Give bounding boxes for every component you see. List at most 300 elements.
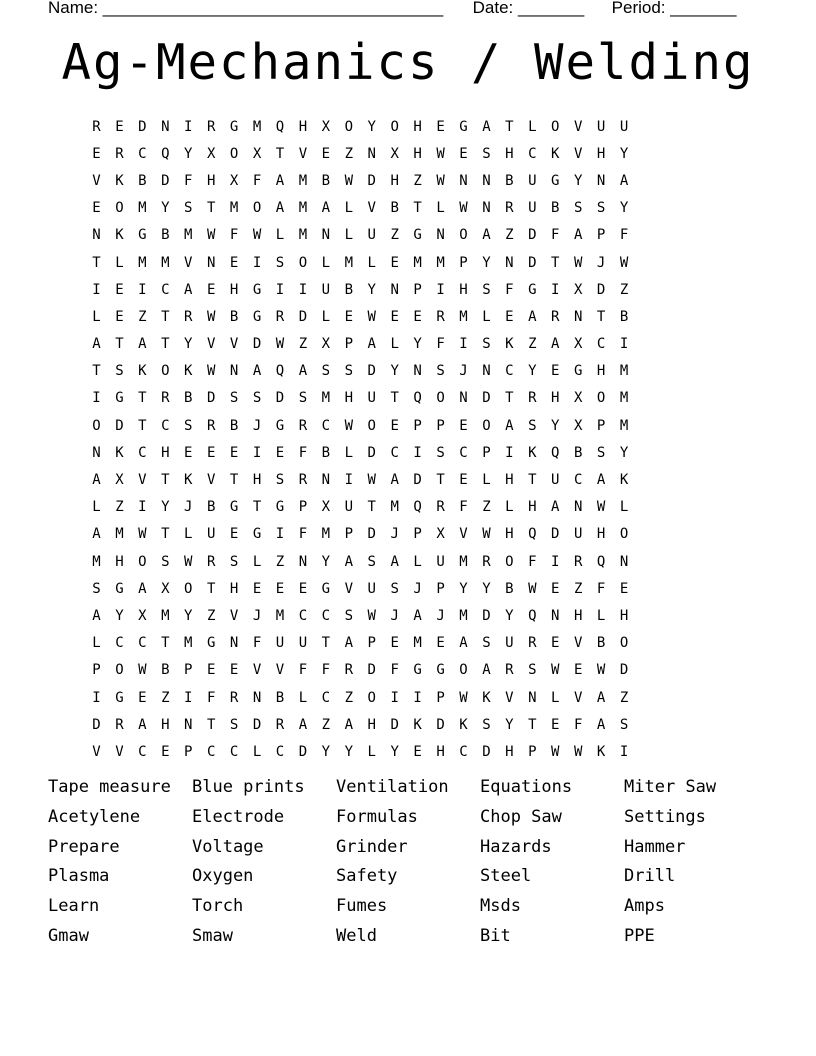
- grid-letter: E: [229, 444, 239, 461]
- grid-letter: T: [505, 390, 514, 407]
- grid-letter: Z: [390, 227, 399, 244]
- word-list-item: Electrode: [192, 806, 285, 827]
- grid-letter: L: [115, 254, 124, 271]
- grid-letter: S: [482, 336, 491, 353]
- grid-letter: A: [92, 607, 101, 624]
- grid-letter: U: [436, 553, 445, 570]
- grid-letter: A: [344, 716, 353, 733]
- grid-letter: J: [390, 526, 399, 543]
- grid-row: [85, 575, 636, 602]
- word-list-item: Equations: [480, 777, 573, 797]
- grid-letter: Z: [619, 689, 629, 706]
- grid-letter: D: [482, 743, 491, 760]
- grid-letter: H: [229, 580, 239, 597]
- grid-letter: S: [344, 363, 353, 380]
- grid-letter: D: [252, 716, 262, 733]
- grid-letter: A: [551, 336, 560, 353]
- grid-letter: P: [184, 662, 193, 679]
- grid-letter: K: [184, 363, 193, 380]
- grid-letter: H: [229, 281, 239, 298]
- grid-letter: H: [161, 444, 170, 461]
- grid-letter: N: [321, 472, 331, 489]
- grid-letter: Y: [528, 363, 537, 380]
- grid-letter: M: [138, 254, 147, 271]
- grid-row: [85, 140, 636, 167]
- grid-letter: E: [413, 308, 422, 325]
- grid-letter: O: [184, 580, 193, 597]
- grid-row: [85, 602, 636, 629]
- grid-letter: B: [551, 200, 560, 217]
- grid-letter: Z: [344, 689, 353, 706]
- grid-letter: A: [596, 716, 606, 733]
- grid-letter: U: [275, 635, 285, 652]
- grid-letter: F: [321, 662, 331, 679]
- grid-letter: M: [92, 553, 101, 570]
- grid-letter: X: [573, 417, 583, 434]
- grid-letter: L: [252, 743, 262, 760]
- grid-letter: G: [321, 580, 331, 597]
- word-list-item: Grinder: [336, 836, 408, 857]
- grid-letter: W: [184, 553, 193, 570]
- grid-letter: H: [505, 526, 514, 543]
- grid-letter: L: [92, 308, 101, 325]
- grid-letter: S: [321, 363, 331, 380]
- grid-letter: R: [206, 417, 216, 434]
- grid-letter: C: [459, 444, 468, 461]
- grid-row: [85, 412, 636, 439]
- grid-letter: C: [596, 336, 606, 353]
- grid-letter: C: [115, 635, 124, 652]
- grid-letter: V: [184, 254, 193, 271]
- grid-letter: I: [252, 254, 262, 271]
- grid-letter: S: [528, 662, 537, 679]
- grid-letter: R: [528, 635, 537, 652]
- word-list-item: Hammer: [624, 836, 686, 857]
- grid-letter: W: [367, 607, 376, 624]
- grid-letter: Q: [413, 499, 422, 516]
- grid-letter: S: [482, 635, 491, 652]
- grid-letter: P: [459, 254, 468, 271]
- grid-letter: E: [229, 254, 239, 271]
- word-list-item: Prepare: [48, 836, 120, 857]
- grid-row: [85, 711, 636, 738]
- grid-row: [85, 494, 636, 521]
- grid-letter: N: [206, 254, 216, 271]
- grid-letter: O: [252, 200, 262, 217]
- grid-letter: R: [528, 390, 537, 407]
- grid-letter: P: [436, 689, 445, 706]
- grid-letter: A: [138, 580, 147, 597]
- grid-letter: H: [344, 390, 353, 407]
- grid-letter: C: [229, 743, 239, 760]
- grid-letter: L: [275, 227, 285, 244]
- grid-letter: Y: [344, 743, 353, 760]
- grid-letter: Y: [505, 716, 514, 733]
- grid-letter: U: [367, 390, 376, 407]
- grid-letter: V: [573, 635, 583, 652]
- grid-letter: S: [596, 200, 606, 217]
- grid-letter: M: [298, 200, 308, 217]
- grid-letter: H: [573, 607, 583, 624]
- grid-letter: X: [390, 145, 399, 162]
- grid-letter: M: [298, 172, 308, 189]
- grid-letter: Y: [184, 336, 193, 353]
- grid-letter: L: [413, 553, 422, 570]
- grid-letter: K: [459, 716, 468, 733]
- grid-letter: N: [619, 553, 629, 570]
- grid-letter: N: [596, 172, 606, 189]
- grid-letter: T: [551, 254, 560, 271]
- grid-letter: C: [138, 444, 147, 461]
- word-list-item: Amps: [624, 896, 665, 917]
- grid-letter: E: [551, 363, 560, 380]
- grid-letter: C: [573, 472, 583, 489]
- grid-letter: K: [528, 444, 537, 461]
- grid-letter: I: [184, 118, 193, 135]
- grid-letter: A: [92, 336, 101, 353]
- grid-letter: H: [596, 363, 606, 380]
- grid-letter: L: [344, 444, 353, 461]
- grid-letter: M: [459, 553, 468, 570]
- grid-letter: N: [551, 607, 560, 624]
- grid-letter: V: [206, 472, 216, 489]
- grid-letter: T: [436, 472, 445, 489]
- grid-letter: M: [275, 607, 285, 624]
- grid-letter: Y: [367, 281, 376, 298]
- grid-letter: G: [115, 580, 124, 597]
- grid-row: [85, 439, 636, 466]
- grid-letter: I: [505, 444, 514, 461]
- grid-letter: H: [390, 172, 399, 189]
- grid-letter: U: [367, 580, 376, 597]
- grid-letter: A: [252, 363, 262, 380]
- grid-letter: S: [229, 716, 239, 733]
- grid-letter: A: [344, 635, 353, 652]
- grid-letter: S: [115, 363, 124, 380]
- grid-letter: H: [619, 607, 629, 624]
- grid-letter: I: [413, 689, 422, 706]
- page-title: Ag-Mechanics / Welding: [61, 34, 755, 91]
- word-list-item: Ventilation: [336, 777, 449, 797]
- grid-letter: U: [321, 281, 331, 298]
- grid-letter: C: [138, 145, 147, 162]
- grid-letter: E: [161, 743, 170, 760]
- grid-letter: B: [321, 444, 331, 461]
- word-list-item: PPE: [624, 925, 655, 946]
- grid-letter: S: [275, 254, 285, 271]
- grid-letter: M: [184, 227, 193, 244]
- grid-letter: Z: [619, 281, 629, 298]
- grid-letter: T: [321, 635, 331, 652]
- grid-letter: M: [413, 635, 422, 652]
- grid-letter: Y: [367, 118, 376, 135]
- grid-letter: R: [573, 553, 583, 570]
- grid-letter: Y: [161, 499, 170, 516]
- grid-letter: Z: [138, 308, 147, 325]
- grid-letter: D: [367, 363, 376, 380]
- grid-letter: P: [344, 336, 353, 353]
- grid-letter: E: [573, 662, 583, 679]
- grid-letter: N: [92, 227, 101, 244]
- grid-letter: M: [161, 254, 170, 271]
- grid-letter: G: [206, 635, 216, 652]
- grid-letter: I: [619, 336, 629, 353]
- grid-letter: W: [275, 336, 285, 353]
- grid-letter: B: [321, 172, 331, 189]
- grid-letter: A: [275, 172, 285, 189]
- grid-letter: X: [206, 145, 216, 162]
- grid-letter: T: [413, 200, 422, 217]
- grid-letter: A: [92, 472, 101, 489]
- grid-letter: K: [551, 145, 560, 162]
- grid-letter: D: [275, 390, 285, 407]
- grid-letter: S: [298, 390, 308, 407]
- grid-letter: D: [436, 716, 445, 733]
- grid-letter: L: [321, 254, 331, 271]
- grid-letter: K: [115, 172, 124, 189]
- grid-letter: O: [505, 553, 514, 570]
- grid-letter: V: [115, 743, 124, 760]
- grid-letter: R: [115, 145, 124, 162]
- grid-letter: E: [206, 662, 216, 679]
- grid-letter: H: [528, 499, 537, 516]
- grid-letter: R: [275, 308, 285, 325]
- grid-letter: G: [229, 118, 239, 135]
- grid-letter: Q: [413, 390, 422, 407]
- grid-letter: F: [528, 553, 537, 570]
- grid-letter: C: [161, 417, 170, 434]
- grid-letter: Z: [573, 580, 583, 597]
- grid-letter: F: [206, 689, 216, 706]
- grid-letter: O: [482, 417, 491, 434]
- grid-letter: R: [436, 499, 445, 516]
- grid-letter: S: [184, 200, 193, 217]
- grid-letter: N: [482, 200, 491, 217]
- grid-letter: A: [367, 336, 376, 353]
- grid-letter: R: [298, 417, 308, 434]
- grid-letter: L: [298, 689, 308, 706]
- grid-letter: K: [115, 444, 124, 461]
- grid-letter: C: [321, 689, 331, 706]
- grid-letter: I: [551, 281, 560, 298]
- grid-letter: Y: [115, 607, 124, 624]
- grid-letter: I: [252, 444, 262, 461]
- grid-letter: L: [344, 227, 353, 244]
- grid-row: [85, 657, 636, 684]
- grid-letter: R: [161, 390, 170, 407]
- grid-letter: W: [596, 662, 606, 679]
- grid-letter: E: [459, 145, 468, 162]
- grid-letter: I: [344, 472, 353, 489]
- grid-letter: A: [298, 363, 308, 380]
- grid-letter: Z: [413, 172, 422, 189]
- grid-letter: L: [482, 472, 491, 489]
- grid-letter: X: [573, 336, 583, 353]
- grid-letter: M: [321, 390, 331, 407]
- grid-letter: Z: [161, 689, 170, 706]
- grid-letter: L: [92, 499, 101, 516]
- grid-letter: J: [436, 607, 445, 624]
- grid-letter: I: [298, 281, 308, 298]
- grid-letter: R: [436, 308, 445, 325]
- grid-letter: R: [344, 662, 353, 679]
- grid-letter: Q: [161, 145, 170, 162]
- grid-letter: D: [619, 662, 629, 679]
- grid-letter: W: [206, 227, 216, 244]
- grid-row: [85, 521, 636, 548]
- grid-letter: I: [390, 689, 399, 706]
- grid-letter: Z: [482, 499, 491, 516]
- grid-letter: B: [505, 580, 514, 597]
- header-fields: [48, 0, 788, 20]
- grid-letter: L: [551, 689, 560, 706]
- grid-letter: Q: [528, 526, 537, 543]
- grid-letter: K: [138, 363, 147, 380]
- grid-letter: S: [92, 580, 101, 597]
- grid-letter: N: [161, 118, 170, 135]
- grid-letter: V: [138, 472, 147, 489]
- grid-letter: V: [573, 118, 583, 135]
- grid-letter: G: [252, 526, 262, 543]
- grid-letter: T: [206, 580, 216, 597]
- grid-letter: O: [390, 118, 399, 135]
- grid-letter: Z: [321, 716, 331, 733]
- grid-letter: X: [436, 526, 445, 543]
- grid-letter: A: [138, 336, 147, 353]
- grid-letter: B: [229, 308, 239, 325]
- grid-letter: T: [275, 145, 285, 162]
- grid-letter: O: [459, 662, 468, 679]
- grid-letter: Y: [459, 580, 468, 597]
- grid-letter: I: [275, 526, 285, 543]
- word-list-item: Smaw: [192, 925, 233, 946]
- grid-letter: C: [528, 145, 537, 162]
- grid-letter: B: [206, 499, 216, 516]
- word-list-item: Voltage: [192, 836, 264, 857]
- grid-letter: M: [619, 417, 629, 434]
- grid-letter: E: [229, 526, 239, 543]
- grid-letter: I: [138, 499, 147, 516]
- grid-letter: D: [298, 308, 308, 325]
- grid-letter: N: [367, 145, 376, 162]
- word-list-item: Hazards: [480, 836, 552, 857]
- grid-letter: O: [115, 662, 124, 679]
- grid-letter: F: [551, 227, 560, 244]
- grid-letter: E: [115, 308, 124, 325]
- grid-letter: I: [92, 390, 101, 407]
- grid-letter: Y: [184, 145, 193, 162]
- grid-letter: O: [619, 526, 629, 543]
- grid-letter: W: [436, 145, 445, 162]
- grid-letter: P: [413, 417, 422, 434]
- grid-letter: M: [344, 254, 353, 271]
- grid-letter: U: [619, 118, 629, 135]
- grid-row: [85, 167, 636, 194]
- grid-letter: I: [551, 553, 560, 570]
- grid-letter: V: [92, 743, 101, 760]
- grid-letter: C: [298, 607, 308, 624]
- grid-letter: N: [321, 227, 331, 244]
- word-list-item: Chop Saw: [480, 806, 562, 827]
- grid-letter: B: [390, 200, 399, 217]
- grid-letter: W: [573, 743, 583, 760]
- grid-row: [85, 385, 636, 412]
- grid-letter: H: [161, 716, 170, 733]
- grid-letter: N: [229, 635, 239, 652]
- grid-letter: R: [275, 716, 285, 733]
- grid-letter: S: [367, 553, 376, 570]
- letter-grid: [85, 113, 636, 766]
- grid-letter: E: [413, 743, 422, 760]
- grid-letter: M: [229, 200, 239, 217]
- grid-letter: B: [344, 281, 353, 298]
- grid-letter: A: [275, 200, 285, 217]
- grid-letter: H: [367, 716, 376, 733]
- grid-letter: M: [619, 363, 629, 380]
- grid-letter: F: [436, 336, 445, 353]
- grid-letter: M: [252, 118, 262, 135]
- grid-letter: Y: [184, 607, 193, 624]
- grid-letter: G: [413, 662, 422, 679]
- grid-letter: X: [321, 118, 331, 135]
- grid-row: [85, 249, 636, 276]
- grid-letter: W: [206, 363, 216, 380]
- period-field-label: Period: _______: [611, 0, 737, 17]
- grid-letter: L: [252, 553, 262, 570]
- grid-letter: E: [390, 635, 399, 652]
- grid-letter: X: [573, 281, 583, 298]
- grid-letter: C: [390, 444, 399, 461]
- grid-letter: S: [596, 444, 606, 461]
- grid-letter: U: [298, 635, 308, 652]
- grid-letter: N: [505, 254, 514, 271]
- grid-letter: W: [367, 308, 376, 325]
- grid-letter: A: [551, 499, 560, 516]
- grid-letter: P: [367, 635, 376, 652]
- grid-letter: S: [436, 444, 445, 461]
- word-list-item: Formulas: [336, 806, 418, 827]
- grid-letter: T: [206, 716, 216, 733]
- word-list-item: Settings: [624, 806, 706, 827]
- grid-letter: E: [275, 444, 285, 461]
- grid-letter: J: [252, 607, 262, 624]
- grid-letter: X: [573, 390, 583, 407]
- grid-letter: E: [92, 200, 101, 217]
- grid-letter: C: [138, 635, 147, 652]
- word-list-item: Blue prints: [192, 777, 305, 797]
- grid-letter: W: [573, 254, 583, 271]
- grid-letter: A: [505, 417, 514, 434]
- grid-letter: A: [138, 716, 147, 733]
- word-list-item: Oxygen: [192, 866, 254, 887]
- grid-row: [85, 195, 636, 222]
- grid-letter: K: [505, 336, 514, 353]
- grid-letter: W: [459, 689, 468, 706]
- grid-row: [85, 303, 636, 330]
- grid-letter: B: [161, 662, 170, 679]
- grid-letter: F: [619, 227, 629, 244]
- grid-letter: W: [252, 227, 262, 244]
- grid-letter: O: [596, 390, 606, 407]
- grid-letter: H: [505, 472, 514, 489]
- grid-letter: U: [206, 526, 216, 543]
- grid-letter: L: [321, 308, 331, 325]
- grid-letter: L: [184, 526, 193, 543]
- grid-letter: D: [92, 716, 101, 733]
- grid-letter: R: [229, 689, 239, 706]
- grid-letter: S: [482, 145, 491, 162]
- grid-letter: W: [528, 580, 537, 597]
